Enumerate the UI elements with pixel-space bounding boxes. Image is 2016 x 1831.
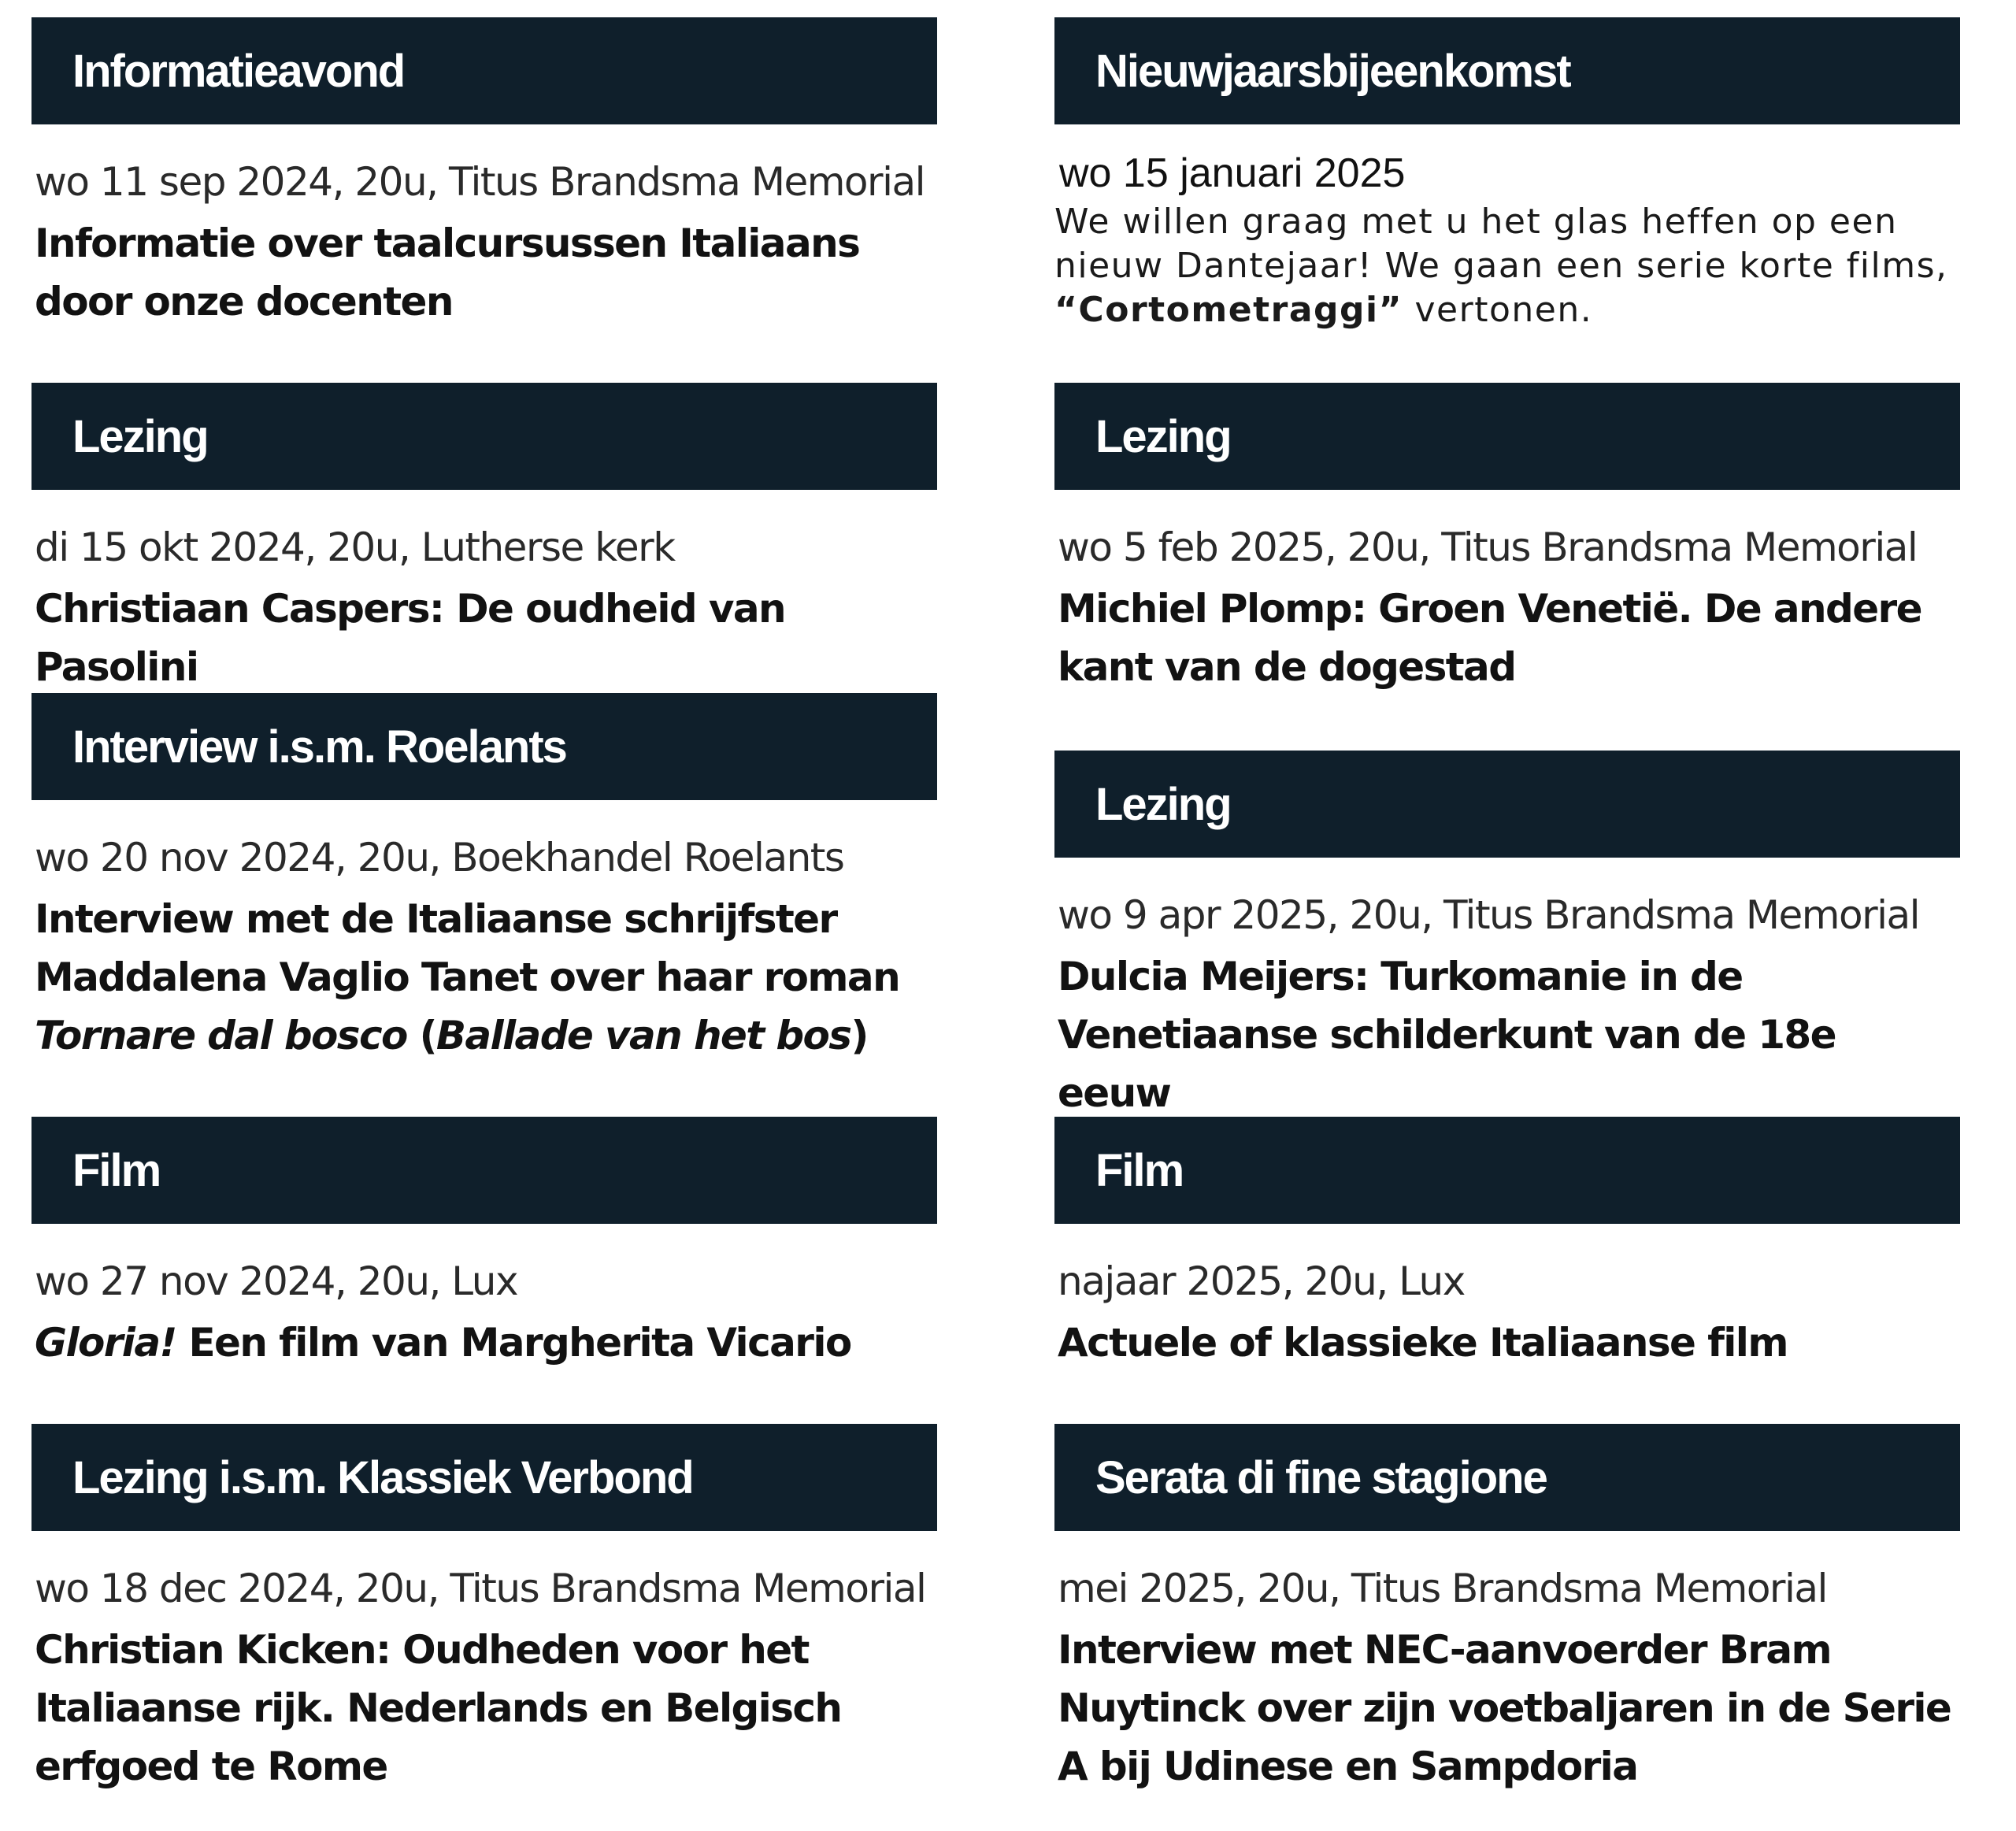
film-title: Gloria! (35, 1320, 176, 1366)
event-category-header: Informatieavond (32, 17, 937, 124)
title-paren-open: ( (406, 1013, 436, 1058)
event-category-header: Serata di fine stagione (1054, 1424, 1960, 1531)
book-title-italian: Tornare dal bosco (35, 1013, 407, 1058)
desc-text-end: vertonen. (1403, 290, 1593, 330)
event-title: Informatie over taalcursussen Italiaans door onze docenten (35, 221, 860, 324)
event-category-header: Nieuwjaarsbijeenkomst (1054, 17, 1960, 124)
event-meta: wo 20 nov 2024, 20u, Boekhandel Roelants (35, 835, 844, 880)
event-nieuwjaarsbijeenkomst (1054, 17, 1960, 332)
event-category-header: Lezing (32, 383, 937, 490)
event-title: Christiaan Caspers: De oudheid van Pasolini (35, 586, 786, 690)
event-title: Dulcia Meijers: Turkomanie in de Venetiaanse schilderkunt van de 18e eeuw (1058, 954, 1836, 1116)
event-film-gloria (32, 1117, 937, 1372)
event-interview-roelants (32, 693, 937, 1065)
event-meta: mei 2025, 20u, Titus Brandsma Memorial (1058, 1566, 1827, 1611)
event-description (1054, 200, 1992, 332)
book-title-dutch: Ballade van het bos (435, 1013, 851, 1058)
event-category-header: Interview i.s.m. Roelants (32, 693, 937, 800)
desc-text: We willen graag met u het glas heffen op een nieuw Dantejaar! We gaan een serie korte films, (1054, 202, 1948, 286)
title-text: Een film van Margherita Vicario (176, 1320, 851, 1366)
event-meta: najaar 2025, 20u, Lux (1058, 1258, 1465, 1304)
event-title (35, 890, 937, 1065)
event-category-header: Lezing i.s.m. Klassiek Verbond (32, 1424, 937, 1531)
event-meta: wo 5 feb 2025, 20u, Titus Brandsma Memorial (1058, 524, 1918, 570)
event-title: Michiel Plomp: Groen Venetië. De andere kant van de dogestad (1058, 586, 1922, 690)
event-meta: wo 9 apr 2025, 20u, Titus Brandsma Memorial (1058, 892, 1920, 938)
event-meta: wo 18 dec 2024, 20u, Titus Brandsma Memorial (35, 1566, 926, 1611)
event-meta: di 15 okt 2024, 20u, Lutherse kerk (35, 524, 675, 570)
event-title (35, 1314, 937, 1372)
desc-bold: “Cortometraggi” (1054, 290, 1403, 330)
event-film-najaar (1054, 1117, 1960, 1372)
event-date: wo 15 januari 2025 (1059, 150, 1406, 196)
event-category-header: Lezing (1054, 383, 1960, 490)
event-category-header: Lezing (1054, 751, 1960, 858)
event-title: Interview met NEC-aanvoerder Bram Nuytinck over zijn voetbaljaren in de Serie A bij Udinese en Sampdoria (1058, 1627, 1951, 1789)
title-paren-close: ) (850, 1013, 868, 1058)
event-category-header: Film (1054, 1117, 1960, 1224)
event-serata-fine-stagione (1054, 1424, 1960, 1796)
event-category-header: Film (32, 1117, 937, 1224)
event-meta: wo 27 nov 2024, 20u, Lux (35, 1258, 518, 1304)
event-title: Christian Kicken: Oudheden voor het Italiaanse rijk. Nederlands en Belgisch erfgoed te Rome (35, 1627, 842, 1789)
event-title: Actuele of klassieke Italiaanse film (1058, 1320, 1788, 1366)
event-informatieavond (32, 17, 937, 331)
event-meta: wo 11 sep 2024, 20u, Titus Brandsma Memorial (35, 159, 925, 205)
event-lezing-kicken (32, 1424, 937, 1796)
event-lezing-plomp (1054, 383, 1960, 696)
event-lezing-meijers (1054, 751, 1960, 1122)
event-lezing-caspers (32, 383, 937, 696)
title-text: Interview met de Italiaanse schrijfster Maddalena Vaglio Tanet over haar roman (35, 896, 900, 1000)
